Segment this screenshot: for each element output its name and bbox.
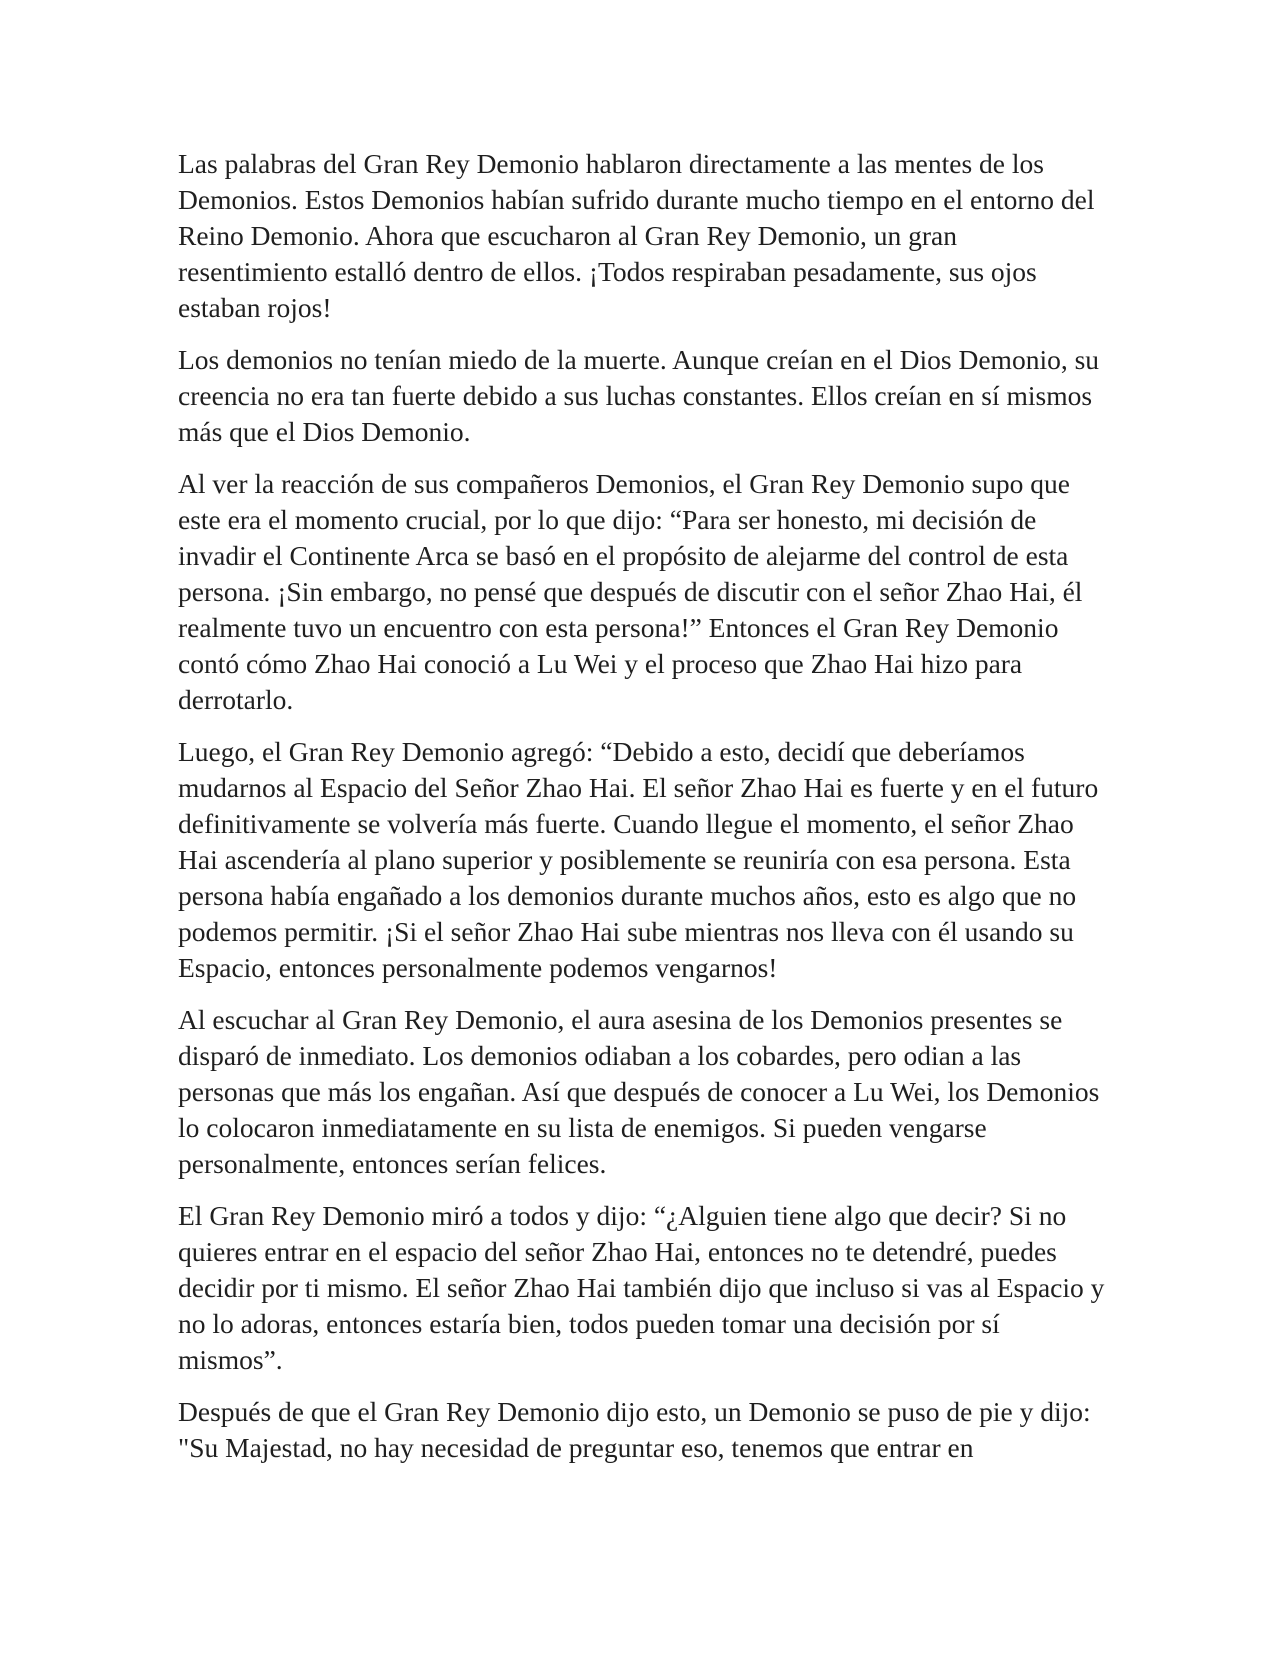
paragraph-3: Al ver la reacción de sus compañeros Demonios, el Gran Rey Demonio supo que este era el momento crucial, por lo que dijo: “Para ser honesto, mi decisión de invadir el Continente Arca se basó en el propósito de alejarme del control de esta persona. ¡Sin embargo, no pensé que después de discutir con el señor Zhao Hai, él realmente tuvo un encuentro con esta persona!” Entonces el Gran Rey Demonio contó cómo Zhao Hai conoció a Lu Wei y el proceso que Zhao Hai hizo para derrotarlo. [178,468,1083,715]
paragraph-7: Después de que el Gran Rey Demonio dijo esto, un Demonio se puso de pie y dijo: "Su Majestad, no hay necesidad de preguntar eso, tenemos que entrar en [178,1396,1091,1463]
paragraph-6: El Gran Rey Demonio miró a todos y dijo: “¿Alguien tiene algo que decir? Si no quieres entrar en el espacio del señor Zhao Hai, entonces no te detendré, puedes decidir por ti mismo. El señor Zhao Hai también dijo que incluso si vas al Espacio y no lo adoras, entonces estaría bien, todos pueden tomar una decisión por sí mismos”. [178,1200,1105,1375]
document-body [178,146,1108,1482]
paragraph-5: Al escuchar al Gran Rey Demonio, el aura asesina de los Demonios presentes se disparó de inmediato. Los demonios odiaban a los cobardes, pero odian a las personas que más los engañan. Así que después de conocer a Lu Wei, los Demonios lo colocaron inmediatamente en su lista de enemigos. Si pueden vengarse personalmente, entonces serían felices. [178,1004,1100,1179]
paragraph-1: Las palabras del Gran Rey Demonio hablaron directamente a las mentes de los Demonios. Estos Demonios habían sufrido durante mucho tiempo en el entorno del Reino Demonio. Ahora que escucharon al Gran Rey Demonio, un gran resentimiento estalló dentro de ellos. ¡Todos respiraban pesadamente, sus ojos estaban rojos! [178,148,1095,323]
paragraph-4: Luego, el Gran Rey Demonio agregó: “Debido a esto, decidí que deberíamos mudarnos al Espacio del Señor Zhao Hai. El señor Zhao Hai es fuerte y en el futuro definitivamente se volvería más fuerte. Cuando llegue el momento, el señor Zhao Hai ascendería al plano superior y posiblemente se reuniría con esa persona. Esta persona había engañado a los demonios durante muchos años, esto es algo que no podemos permitir. ¡Si el señor Zhao Hai sube mientras nos lleva con él usando su Espacio, entonces personalmente podemos vengarnos! [178,736,1099,983]
paragraph-2: Los demonios no tenían miedo de la muerte. Aunque creían en el Dios Demonio, su creencia no era tan fuerte debido a sus luchas constantes. Ellos creían en sí mismos más que el Dios Demonio. [178,344,1100,447]
